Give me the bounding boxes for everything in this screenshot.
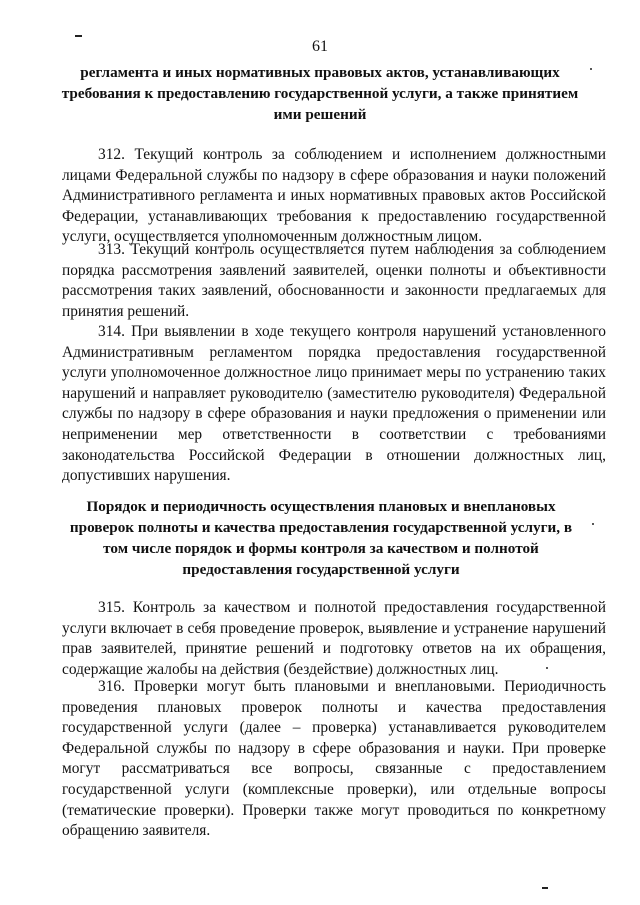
scan-speck [590, 68, 592, 70]
paragraph-314: 314. При выявлении в ходе текущего контроля нарушений установленного Административным регламентом порядка предоставления государственной услуги уполномоченное должностное лицо принимает меры по устранению таких нарушений и направляет руководителю (заместителю руководителя) Федеральной службы по надзору в сфере образования и науки предложения о применении или неприменении мер ответственности в соответствии с требованиями законодательства Российской Федерации в отношении должностных лиц, допустивших нарушения. [62, 323, 606, 485]
scan-mark [542, 887, 548, 889]
paragraph-312: 312. Текущий контроль за соблюдением и исполнением должностными лицами Федеральной службы по надзору в сфере образования и науки положений Административного регламента и иных нормативных правовых актов Российской Федерации, устанавливающих требования к предоставлению государственной услуги, осуществляется уполномоченным должностным лицом. [62, 146, 606, 246]
paragraph-315: 315. Контроль за качеством и полнотой предоставления государственной услуги включает в себя проведение проверок, выявление и устранение нарушений прав заявителей, принятие решений и подготовку ответов на их обращения, содержащие жалобы на действия (бездействие) должностных лиц. [62, 599, 606, 678]
section-heading: Порядок и периодичность осуществления плановых и внеплановых проверок полноты и качества предоставления государственной услуги, в том числе порядок и формы контроля за качеством и полнотой предоставления государственной услуги [69, 498, 573, 578]
paragraph-316: 316. Проверки могут быть плановыми и внеплановыми. Периодичность проведения плановых проверок полноты и качества предоставления государственной услуги (далее – проверка) устанавливается руководителем Федеральной службы по надзору в сфере образования и науки. При проверке могут рассматриваться все вопросы, связанные с предоставлением государственной услуги (комплексные проверки), или отдельные вопросы (тематические проверки). Проверки также могут проводиться по конкретному обращению заявителя. [62, 678, 606, 840]
scan-mark [75, 35, 82, 37]
paragraph-313: 313. Текущий контроль осуществляется путем наблюдения за соблюдением порядка рассмотрения заявлений заявителей, оценки полноты и объективности рассмотрения таких заявлений, обоснованности и законности предлагаемых для принятия решений. [62, 241, 606, 320]
section-heading-continued: регламента и иных нормативных правовых актов, устанавливающих требования к предоставлению государственной услуги, а также принятием ими решений [61, 64, 579, 123]
page-number: 61 [312, 38, 328, 55]
scan-speck [592, 523, 594, 525]
